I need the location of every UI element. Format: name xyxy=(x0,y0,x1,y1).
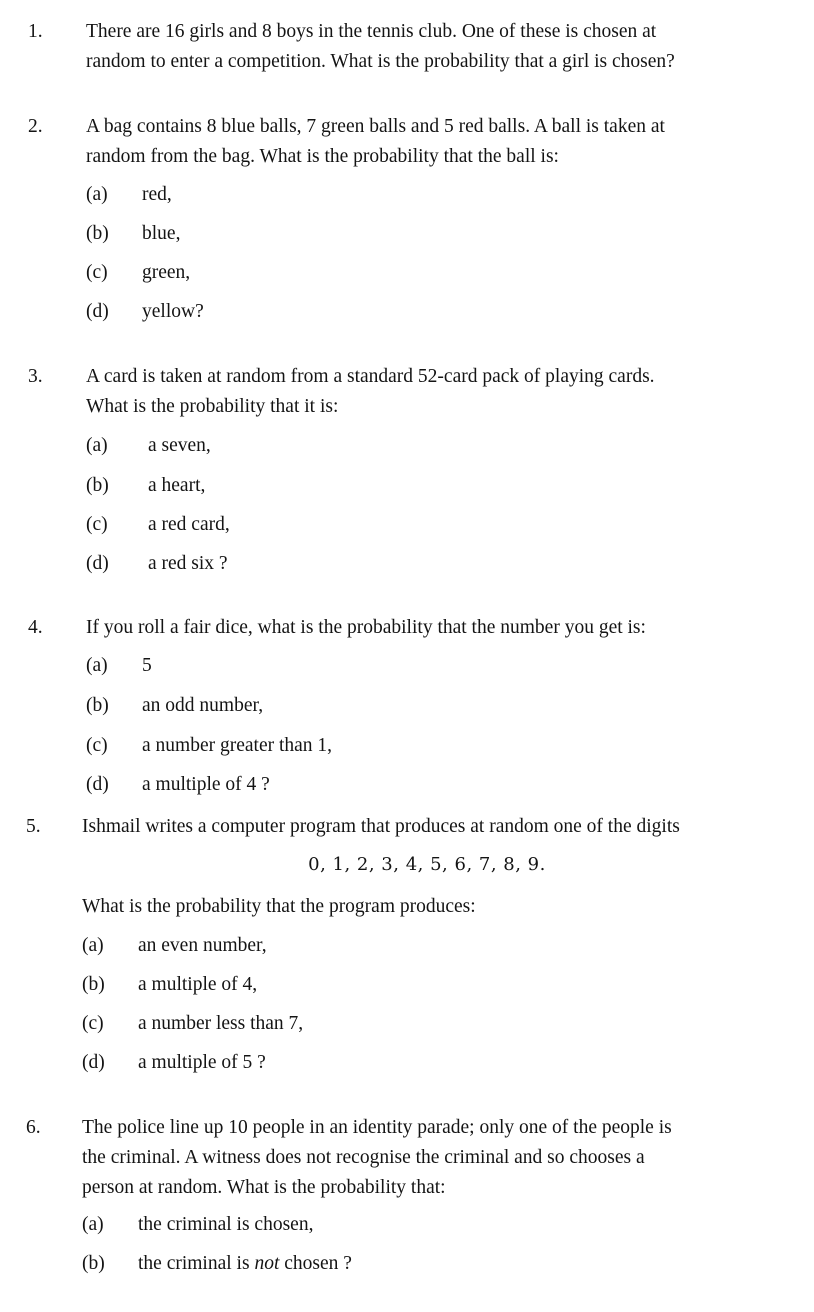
part-label: (c) xyxy=(86,262,108,283)
part-label: (d) xyxy=(86,774,109,795)
question-number: 3. xyxy=(28,366,43,387)
part-label: (c) xyxy=(86,735,108,756)
question-text xyxy=(82,1113,802,1203)
question-text xyxy=(86,362,806,422)
part-label: (b) xyxy=(82,974,105,995)
part-text: green, xyxy=(142,262,191,283)
part-label: (a) xyxy=(86,435,108,456)
part-text: the criminal is chosen, xyxy=(138,1214,314,1235)
part-c xyxy=(86,510,786,540)
question-line: Ishmail writes a computer program that produces at random one of the digits xyxy=(82,816,680,837)
part-label: (b) xyxy=(86,223,109,244)
part-text-before: the criminal is xyxy=(138,1253,255,1274)
part-label: (b) xyxy=(86,695,109,716)
part-label: (a) xyxy=(82,1214,104,1235)
question-number: 5. xyxy=(26,816,41,837)
question-line: the criminal. A witness does not recognise the criminal and so chooses a xyxy=(82,1147,645,1168)
part-label: (c) xyxy=(82,1013,104,1034)
part-a xyxy=(86,180,786,210)
part-label: (d) xyxy=(86,301,109,322)
part-label: (a) xyxy=(86,184,108,205)
part-text-after: chosen ? xyxy=(279,1253,352,1274)
part-label: (a) xyxy=(82,935,104,956)
part-text: an odd number, xyxy=(142,695,264,716)
question-number: 4. xyxy=(28,617,43,638)
part-text xyxy=(138,1253,352,1274)
part-d xyxy=(86,549,786,579)
part-text: yellow? xyxy=(142,301,204,322)
digits-list: 0, 1, 2, 3, 4, 5, 6, 7, 8, 9. xyxy=(308,854,546,875)
part-text: a number greater than 1, xyxy=(142,735,333,756)
part-text: red, xyxy=(142,184,172,205)
part-b xyxy=(86,471,786,501)
part-label: (c) xyxy=(86,514,108,535)
part-c xyxy=(82,1009,782,1039)
question-line: If you roll a fair dice, what is the probability that the number you get is: xyxy=(86,617,646,638)
question-text xyxy=(82,812,802,842)
followup-text: What is the probability that the program produces: xyxy=(82,896,476,917)
question-line: random to enter a competition. What is the probability that a girl is chosen? xyxy=(86,51,675,72)
part-text: blue, xyxy=(142,223,181,244)
question-line: A bag contains 8 blue balls, 7 green balls and 5 red balls. A ball is taken at xyxy=(86,116,665,137)
part-label: (d) xyxy=(82,1052,105,1073)
part-text: 5 xyxy=(142,655,152,676)
part-b xyxy=(82,970,782,1000)
question-number: 2. xyxy=(28,116,43,137)
question-line: person at random. What is the probability that: xyxy=(82,1177,446,1198)
part-label: (a) xyxy=(86,655,108,676)
question-line: random from the bag. What is the probability that the ball is: xyxy=(86,146,559,167)
question-line: There are 16 girls and 8 boys in the tennis club. One of these is chosen at xyxy=(86,21,657,42)
part-a xyxy=(86,431,786,461)
question-number: 6. xyxy=(26,1117,41,1138)
part-text: an even number, xyxy=(138,935,267,956)
part-d xyxy=(86,297,786,327)
part-a xyxy=(86,651,786,681)
question-line: A card is taken at random from a standard 52-card pack of playing cards. xyxy=(86,366,655,387)
question-text xyxy=(86,112,806,172)
part-b xyxy=(86,691,786,721)
part-text: a seven, xyxy=(148,435,211,456)
part-c xyxy=(86,731,786,761)
part-text: a multiple of 4, xyxy=(138,974,258,995)
part-label: (b) xyxy=(86,475,109,496)
part-b xyxy=(82,1249,782,1279)
part-c xyxy=(86,258,786,288)
question-text xyxy=(86,17,806,77)
part-text: a red card, xyxy=(148,514,230,535)
part-label: (b) xyxy=(82,1253,105,1274)
part-a xyxy=(82,931,782,961)
part-a xyxy=(82,1210,782,1240)
part-label: (d) xyxy=(86,553,109,574)
question-number: 1. xyxy=(28,21,43,42)
part-d xyxy=(86,770,786,800)
question-text xyxy=(86,613,806,643)
question-line: What is the probability that it is: xyxy=(86,396,339,417)
part-text: a multiple of 5 ? xyxy=(138,1052,266,1073)
part-b xyxy=(86,219,786,249)
part-d xyxy=(82,1048,782,1078)
part-text: a heart, xyxy=(148,475,206,496)
part-text-emphasis: not xyxy=(254,1253,280,1274)
part-text: a multiple of 4 ? xyxy=(142,774,270,795)
part-text: a number less than 7, xyxy=(138,1013,304,1034)
question-line: The police line up 10 people in an identity parade; only one of the people is xyxy=(82,1117,672,1138)
part-text: a red six ? xyxy=(148,553,228,574)
